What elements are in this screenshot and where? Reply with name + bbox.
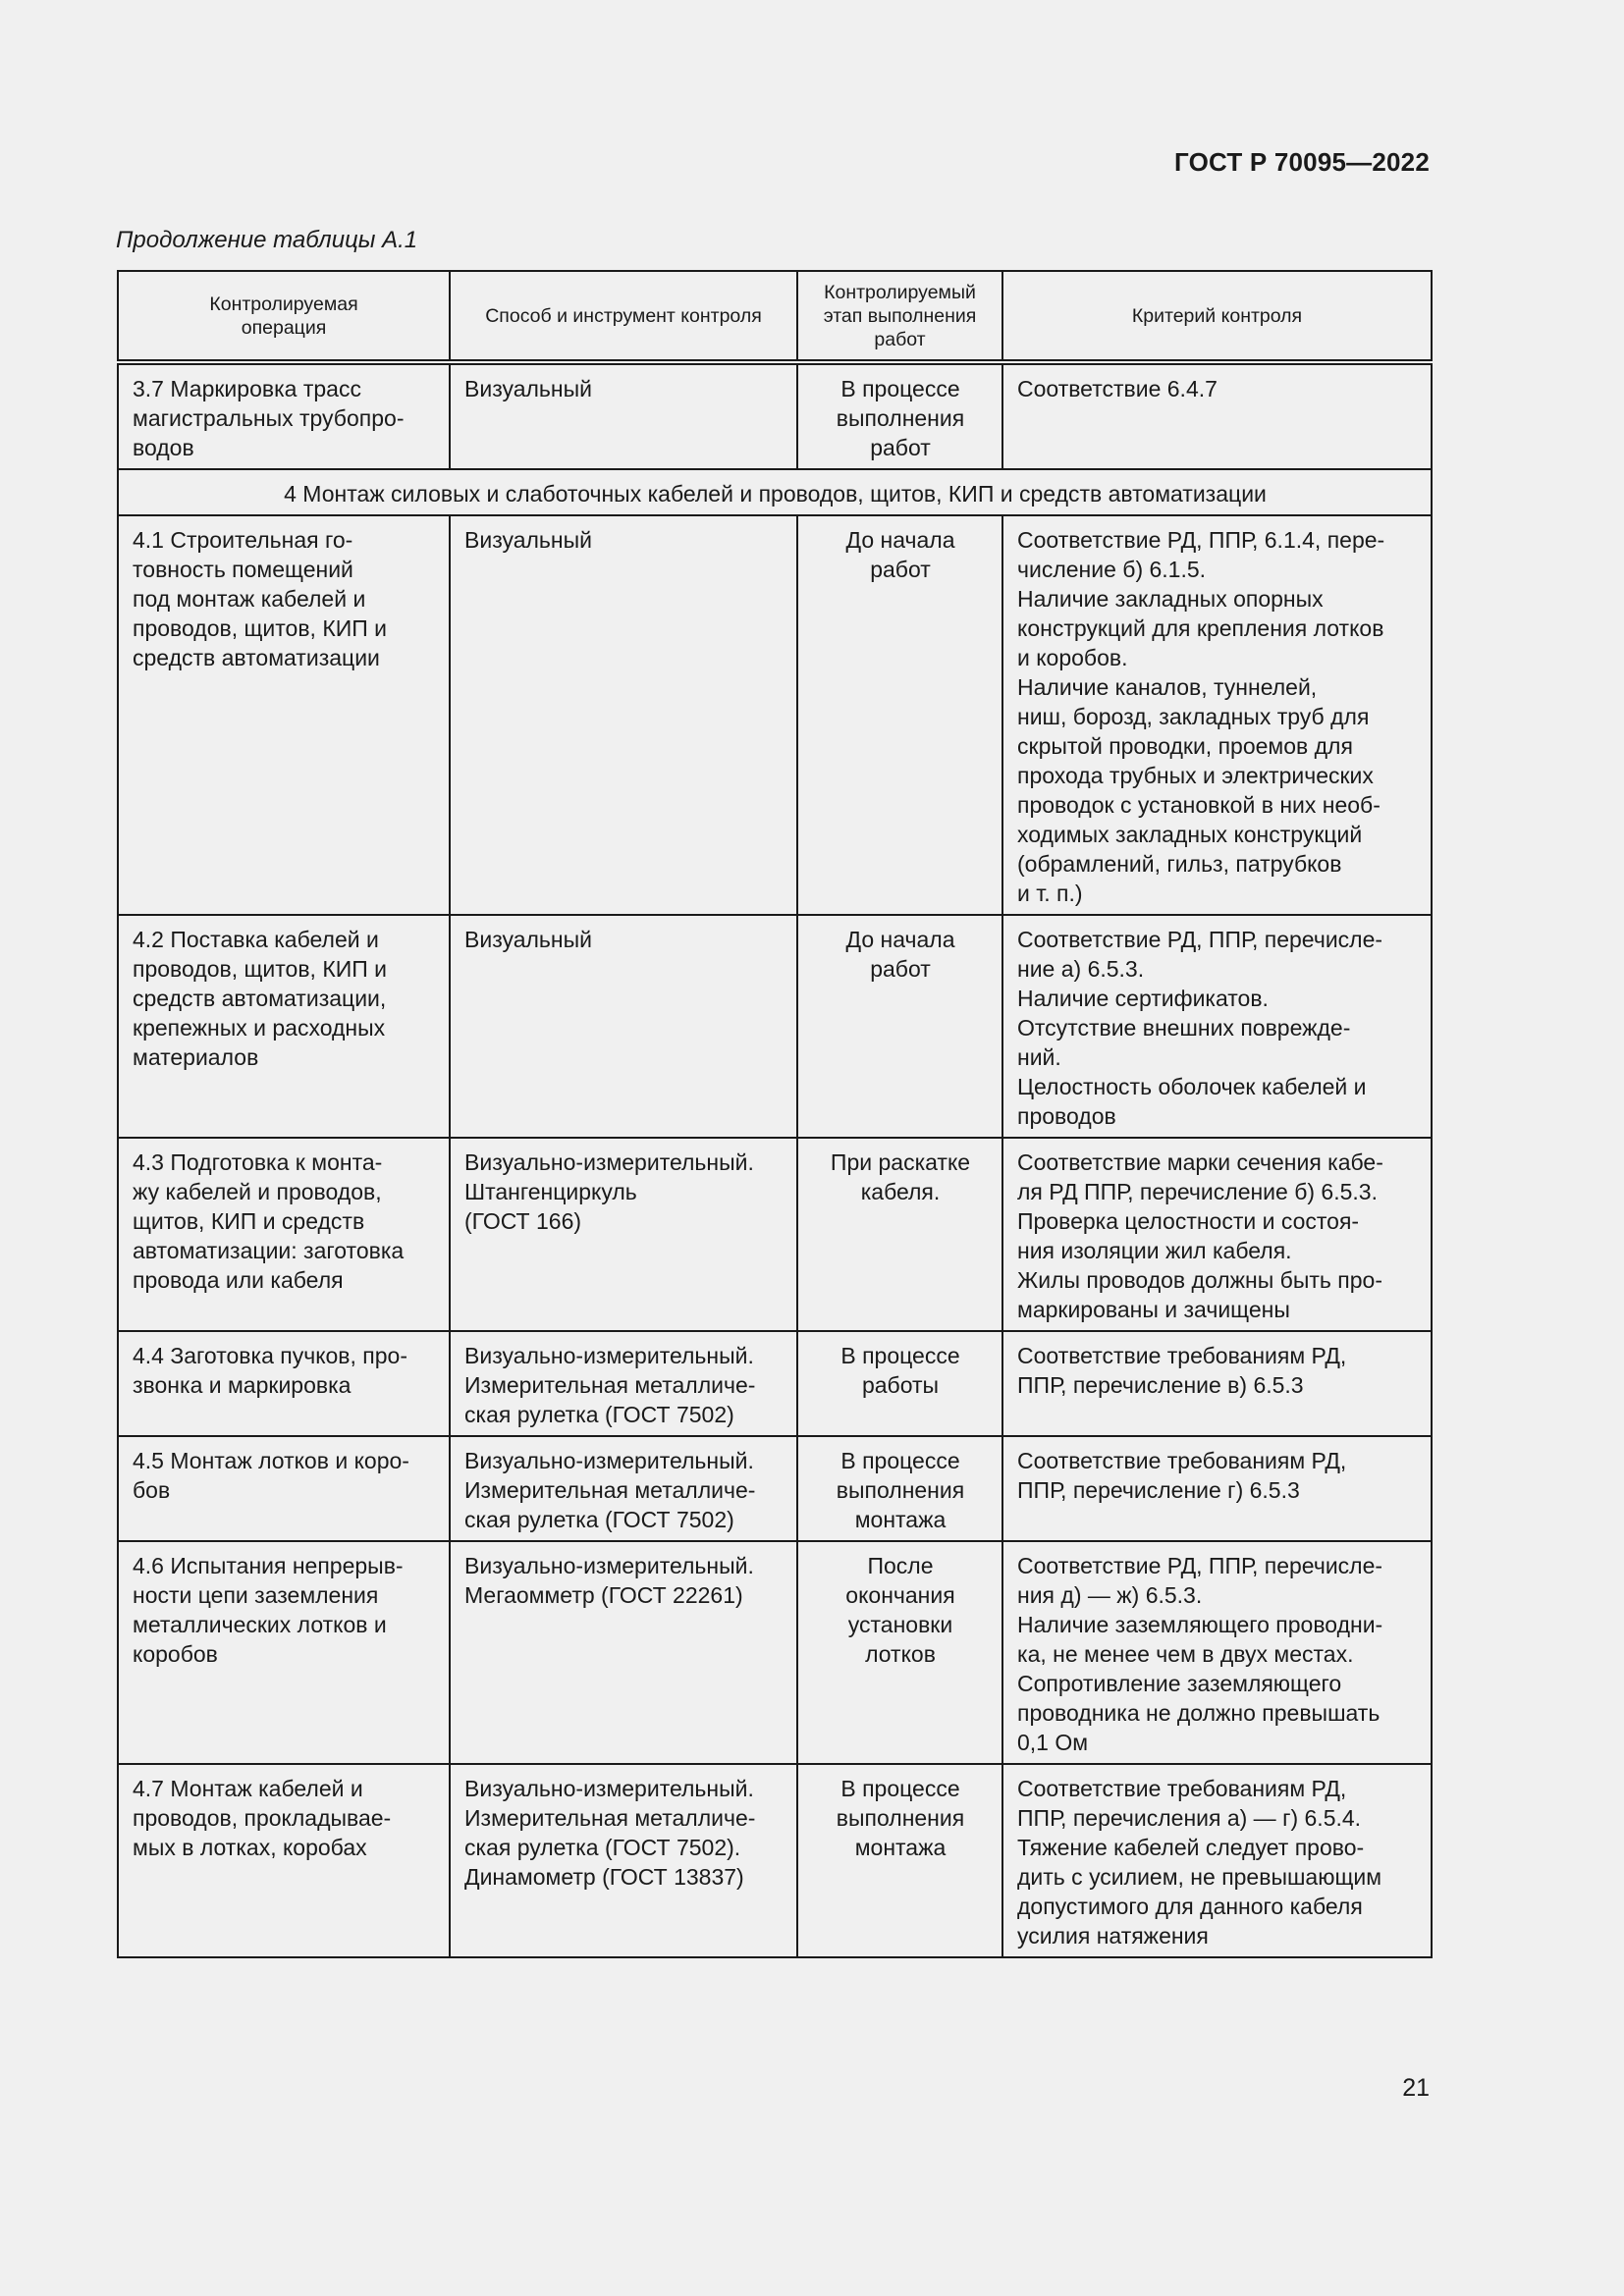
text-line: и т. п.) [1017,881,1083,906]
text-line: скрытой проводки, проемов для [1017,733,1353,759]
text-line: При раскатке [830,1149,971,1175]
text-line: Визуальный [464,927,592,952]
text-line: ППР, перечисление в) 6.5.3 [1017,1372,1304,1398]
text-line: выполнения [836,1805,965,1831]
cell-stage [797,362,1002,469]
text-line: 4.4 Заготовка пучков, про- [133,1343,407,1368]
cell-stage [797,515,1002,915]
text-line: проводов, щитов, КИП и [133,615,388,641]
cell-criterion [1002,515,1432,915]
text-line: Измерительная металличе- [464,1805,756,1831]
text-line: мых в лотках, коробах [133,1835,367,1860]
text-line: водов [133,435,194,460]
text-line: проводов, прокладывае- [133,1805,392,1831]
text-line: монтажа [854,1507,947,1532]
text-line: После [867,1553,934,1578]
text-line: Жилы проводов должны быть про- [1017,1267,1382,1293]
text-line: Целостность оболочек кабелей и [1017,1074,1367,1099]
text-line: Соответствие 6.4.7 [1017,376,1218,401]
text-line: бов [133,1477,171,1503]
text-line: ППР, перечисления а) — г) 6.5.4. [1017,1805,1362,1831]
table-header-row [118,271,1432,362]
cell-operation [118,1138,450,1331]
text-line: Проверка целостности и состоя- [1017,1208,1360,1234]
text-line: ниш, борозд, закладных труб для [1017,704,1370,729]
text-line: 4.5 Монтаж лотков и коро- [133,1448,409,1473]
text-line: металлических лотков и [133,1612,387,1637]
text-line: ППР, перечисление г) 6.5.3 [1017,1477,1300,1503]
text-line: 4.7 Монтаж кабелей и [133,1776,363,1801]
text-line: 4.3 Подготовка к монта- [133,1149,383,1175]
cell-method [450,515,797,915]
text-line: В процессе [840,376,960,401]
cell-operation [118,1541,450,1764]
text-line: Наличие сертификатов. [1017,986,1269,1011]
text-line: Наличие каналов, туннелей, [1017,674,1318,700]
text-line: (ГОСТ 166) [464,1208,582,1234]
text-line: Тяжение кабелей следует прово- [1017,1835,1365,1860]
text-line: конструкций для крепления лотков [1017,615,1384,641]
text-line: средств автоматизации, [133,986,387,1011]
table-caption: Продолжение таблицы А.1 [116,227,418,253]
cell-operation [118,915,450,1138]
text-line: В процессе [840,1343,960,1368]
text-line: ния изоляции жил кабеля. [1017,1238,1292,1263]
text-line: допустимого для данного кабеля [1017,1894,1363,1919]
text-line: Способ и инструмент контроля [485,304,762,327]
text-line: До начала [845,527,955,553]
text-line: До начала [845,927,955,952]
text-line: проводов [1017,1103,1116,1129]
text-line: усилия натяжения [1017,1923,1209,1949]
text-line: товность помещений [133,557,353,582]
column-header-operation [118,271,450,362]
text-line: щитов, КИП и средств [133,1208,365,1234]
cell-method [450,1331,797,1436]
column-header-stage [797,271,1002,362]
text-line: работ [874,328,926,350]
text-line: проводов, щитов, КИП и [133,956,388,982]
table-row [118,362,1432,469]
text-line: Соответствие марки сечения кабе- [1017,1149,1383,1175]
text-line: Наличие закладных опорных [1017,586,1324,612]
cell-operation [118,1764,450,1957]
text-line: Визуально-измерительный. [464,1149,754,1175]
text-line: операция [241,316,327,339]
cell-criterion [1002,1436,1432,1541]
text-line: этап выполнения [823,304,977,327]
cell-method [450,1436,797,1541]
text-line: Сопротивление заземляющего [1017,1671,1342,1696]
text-line: крепежных и расходных [133,1015,386,1041]
table-row [118,1138,1432,1331]
text-line: звонка и маркировка [133,1372,352,1398]
text-line: ний. [1017,1044,1061,1070]
text-line: 4.1 Строительная го- [133,527,353,553]
text-line: 3.7 Маркировка трасс [133,376,361,401]
text-line: средств автоматизации [133,645,380,670]
text-line: монтажа [854,1835,947,1860]
text-line: работ [870,435,931,460]
text-line: ская рулетка (ГОСТ 7502) [464,1402,734,1427]
text-line: Наличие заземляющего проводни- [1017,1612,1383,1637]
text-line: 4.6 Испытания непрерыв- [133,1553,404,1578]
text-line: установки [847,1612,953,1637]
table-row [118,1331,1432,1436]
cell-method [450,362,797,469]
text-line: В процессе [840,1448,960,1473]
table-row [118,1764,1432,1957]
text-line: Соответствие требованиям РД, [1017,1343,1347,1368]
page-number: 21 [1402,2074,1430,2102]
text-line: выполнения [836,1477,965,1503]
text-line: Измерительная металличе- [464,1372,756,1398]
text-line: Соответствие РД, ППР, перечисле- [1017,927,1383,952]
text-line: Соответствие требованиям РД, [1017,1448,1347,1473]
text-line: ние а) 6.5.3. [1017,956,1145,982]
text-line: дить с усилием, не превышающим [1017,1864,1382,1890]
text-line: Визуально-измерительный. [464,1448,754,1473]
text-line: под монтаж кабелей и [133,586,366,612]
table-row [118,915,1432,1138]
text-line: Соответствие требованиям РД, [1017,1776,1347,1801]
text-line: материалов [133,1044,259,1070]
cell-criterion [1002,1541,1432,1764]
cell-criterion [1002,915,1432,1138]
text-line: ходимых закладных конструкций [1017,822,1363,847]
cell-stage [797,915,1002,1138]
text-line: Визуальный [464,527,592,553]
text-line: ля РД ППР, перечисление б) 6.5.3. [1017,1179,1378,1204]
document-number: ГОСТ Р 70095—2022 [1174,147,1430,177]
cell-method [450,1764,797,1957]
text-line: ности цепи заземления [133,1582,379,1608]
text-line: Мегаомметр (ГОСТ 22261) [464,1582,743,1608]
cell-method [450,1138,797,1331]
cell-method [450,915,797,1138]
table-section-row [118,469,1432,515]
cell-stage [797,1138,1002,1331]
text-line: провода или кабеля [133,1267,344,1293]
cell-stage [797,1764,1002,1957]
text-line: Отсутствие внешних поврежде- [1017,1015,1351,1041]
cell-method [450,1541,797,1764]
text-line: прохода трубных и электрических [1017,763,1374,788]
text-line: Динамометр (ГОСТ 13837) [464,1864,744,1890]
cell-criterion [1002,1138,1432,1331]
text-line: Контролируемая [209,293,358,315]
text-line: ка, не менее чем в двух местах. [1017,1641,1354,1667]
text-line: ская рулетка (ГОСТ 7502) [464,1507,734,1532]
text-line: лотков [865,1641,936,1667]
text-line: ния д) — ж) 6.5.3. [1017,1582,1203,1608]
table-row [118,1436,1432,1541]
text-line: кабеля. [860,1179,941,1204]
text-line: Соответствие РД, ППР, перечисле- [1017,1553,1383,1578]
column-header-criterion [1002,271,1432,362]
column-header-method [450,271,797,362]
text-line: работы [861,1372,940,1398]
text-line: Визуально-измерительный. [464,1776,754,1801]
text-line: Измерительная металличе- [464,1477,756,1503]
text-line: маркированы и зачищены [1017,1297,1290,1322]
cell-operation [118,1436,450,1541]
table-body [118,362,1432,1957]
text-line: ская рулетка (ГОСТ 7502). [464,1835,741,1860]
text-line: Соответствие РД, ППР, 6.1.4, пере- [1017,527,1385,553]
text-line: Визуальный [464,376,592,401]
section-heading: 4 Монтаж силовых и слаботочных кабелей и проводов, щитов, КИП и средств автоматизации [118,469,1432,515]
text-line: Штангенциркуль [464,1179,637,1204]
text-line: 4.2 Поставка кабелей и [133,927,379,952]
text-line: коробов [133,1641,218,1667]
text-line: числение б) 6.1.5. [1017,557,1207,582]
cell-criterion [1002,1331,1432,1436]
text-line: работ [870,557,931,582]
text-line: выполнения [836,405,965,431]
text-line: жу кабелей и проводов, [133,1179,382,1204]
text-line: Критерий контроля [1131,304,1303,327]
cell-stage [797,1436,1002,1541]
cell-criterion [1002,1764,1432,1957]
text-line: 0,1 Ом [1017,1730,1089,1755]
text-line: Контролируемый [824,281,976,303]
text-line: В процессе [840,1776,960,1801]
table-row [118,515,1432,915]
text-line: магистральных трубопро- [133,405,405,431]
cell-stage [797,1331,1002,1436]
text-line: работ [870,956,931,982]
text-line: окончания [845,1582,955,1608]
cell-operation [118,1331,450,1436]
cell-operation [118,515,450,915]
text-line: Визуально-измерительный. [464,1343,754,1368]
text-line: проводника не должно превышать [1017,1700,1380,1726]
text-line: проводок с установкой в них необ- [1017,792,1380,818]
table-row [118,1541,1432,1764]
cell-stage [797,1541,1002,1764]
text-line: и коробов. [1017,645,1128,670]
cell-operation [118,362,450,469]
cell-criterion [1002,362,1432,469]
text-line: (обрамлений, гильз, патрубков [1017,851,1342,877]
text-line: автоматизации: заготовка [133,1238,405,1263]
control-table [117,270,1433,1958]
text-line: Визуально-измерительный. [464,1553,754,1578]
